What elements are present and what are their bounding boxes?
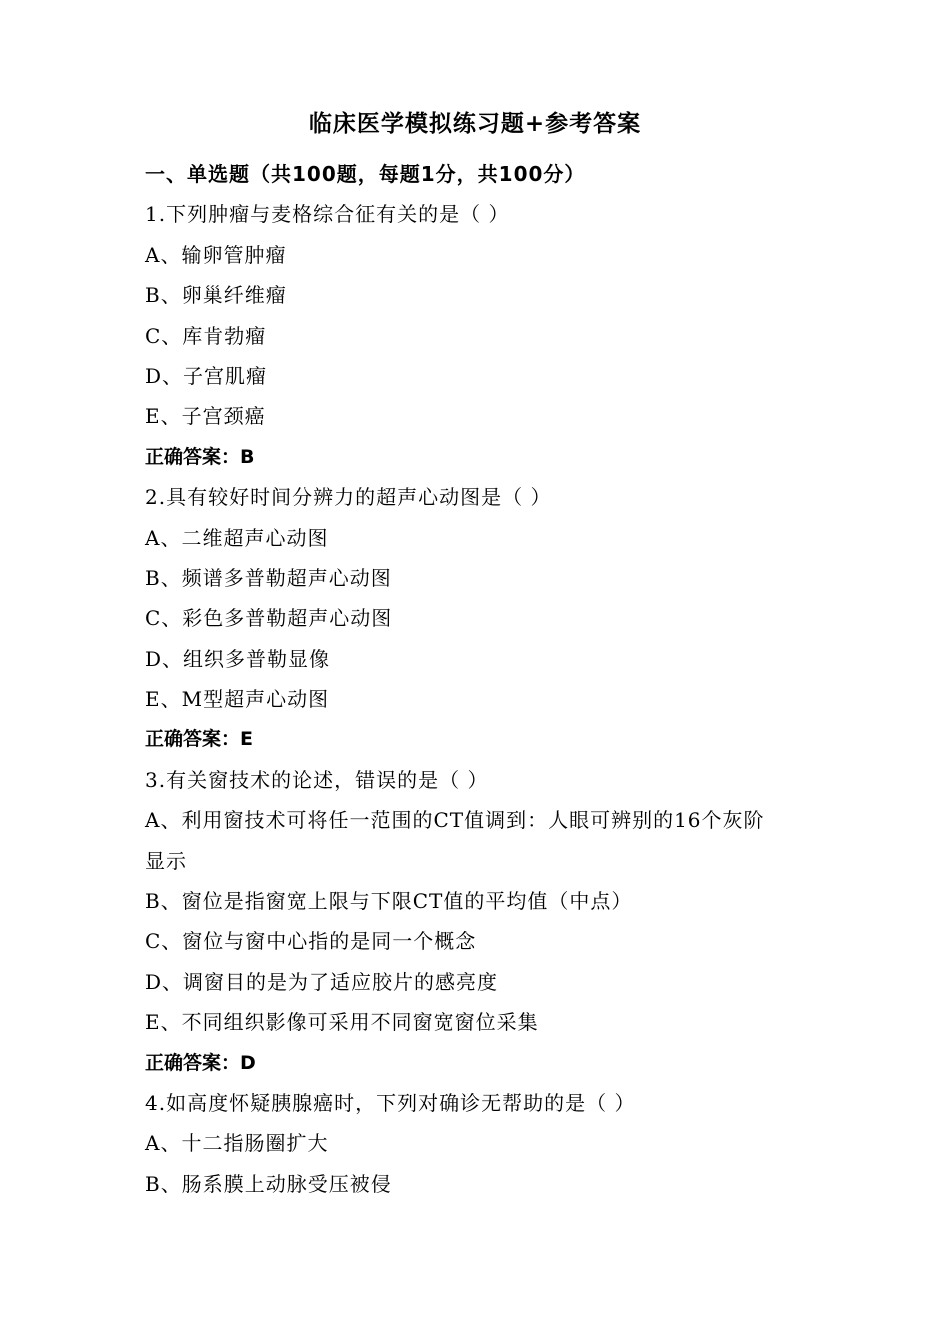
question-stem: 3.有关窗技术的论述，错误的是（ ） bbox=[145, 767, 489, 792]
question-option: B、肠系膜上动脉受压被侵 bbox=[145, 1171, 392, 1196]
correct-answer: 正确答案：B bbox=[145, 445, 255, 468]
question-option: D、调窗目的是为了适应胶片的感亮度 bbox=[145, 969, 499, 994]
question-option: A、十二指肠圈扩大 bbox=[145, 1131, 329, 1156]
question-option: C、窗位与窗中心指的是同一个概念 bbox=[145, 929, 477, 954]
question-option: C、彩色多普勒超声心动图 bbox=[145, 606, 393, 631]
question-option: E、M型超声心动图 bbox=[145, 687, 330, 712]
question-option: B、窗位是指窗宽上限与下限CT值的平均值（中点） bbox=[145, 889, 633, 914]
correct-answer: 正确答案：E bbox=[145, 728, 253, 751]
question-option: A、输卵管肿瘤 bbox=[145, 242, 287, 267]
question-option: B、频谱多普勒超声心动图 bbox=[145, 565, 392, 590]
document-body bbox=[145, 154, 810, 1204]
question-option: A、利用窗技术可将任一范围的CT值调到：人眼可辨别的16个灰阶 bbox=[145, 808, 765, 833]
section-heading: 一、单选题（共100题，每题1分，共100分） bbox=[145, 162, 586, 186]
question-stem: 4.如高度怀疑胰腺癌时，下列对确诊无帮助的是（ ） bbox=[145, 1090, 636, 1115]
question-option: A、二维超声心动图 bbox=[145, 525, 329, 550]
question-option: D、子宫肌瘤 bbox=[145, 363, 268, 388]
question-option: B、卵巢纤维瘤 bbox=[145, 283, 287, 308]
question-stem: 2.具有较好时间分辨力的超声心动图是（ ） bbox=[145, 485, 552, 510]
question-option: E、子宫颈癌 bbox=[145, 404, 266, 429]
question-option-continuation: 显示 bbox=[145, 848, 187, 873]
question-stem: 1.下列肿瘤与麦格综合征有关的是（ ） bbox=[145, 202, 510, 227]
document-title: 临床医学模拟练习题+参考答案 bbox=[308, 110, 642, 137]
correct-answer: 正确答案：D bbox=[145, 1051, 256, 1074]
question-option: D、组织多普勒显像 bbox=[145, 646, 331, 671]
question-option: C、库肯勃瘤 bbox=[145, 323, 267, 348]
question-option: E、不同组织影像可采用不同窗宽窗位采集 bbox=[145, 1010, 539, 1035]
